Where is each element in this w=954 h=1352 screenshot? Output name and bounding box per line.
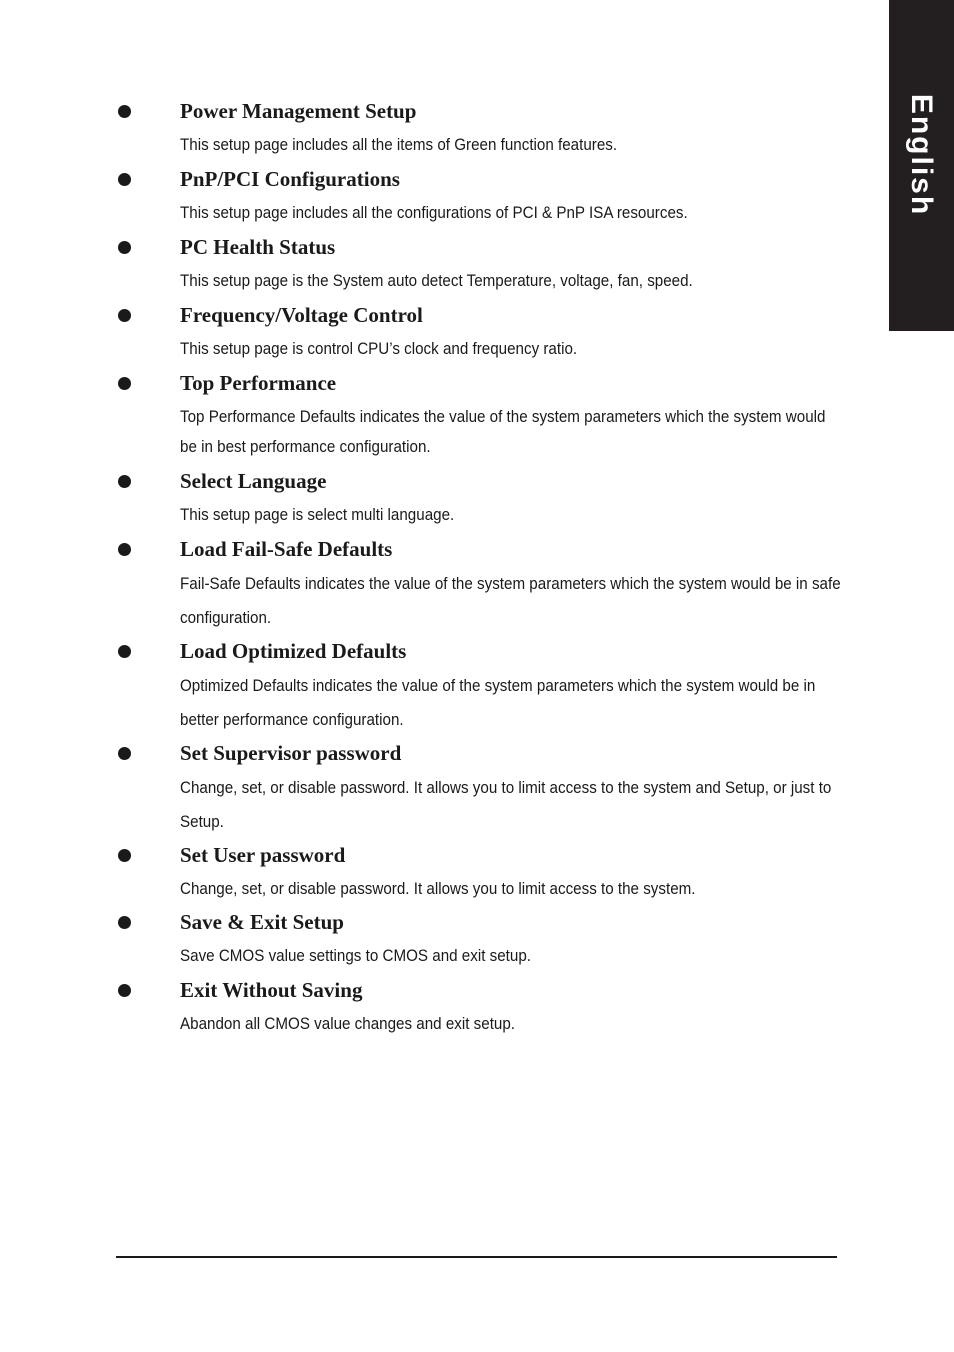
bullet-icon bbox=[118, 645, 131, 658]
bullet-icon bbox=[118, 984, 131, 997]
bullet-icon bbox=[118, 543, 131, 556]
item-description: This setup page is select multi language. bbox=[180, 506, 455, 524]
bullet-icon bbox=[118, 377, 131, 390]
item-description: Change, set, or disable password. It allows you to limit access to the system and Setup, or just to Setup. bbox=[180, 779, 832, 831]
item-description: Fail-Safe Defaults indicates the value of the system parameters which the system would be in safe configuration. bbox=[180, 575, 841, 627]
bullet-icon bbox=[118, 105, 131, 118]
item-title: PnP/PCI Configurations bbox=[180, 167, 400, 191]
language-tab-label: English bbox=[905, 93, 938, 217]
item-title: Top Performance bbox=[180, 371, 337, 395]
bullet-icon bbox=[118, 241, 131, 254]
footer-divider bbox=[116, 1256, 837, 1258]
item-title: Load Fail-Safe Defaults bbox=[180, 537, 393, 561]
item-description: Abandon all CMOS value changes and exit setup. bbox=[180, 1015, 516, 1033]
item-description: Change, set, or disable password. It allows you to limit access to the system. bbox=[180, 880, 696, 898]
item-title: Power Management Setup bbox=[180, 99, 417, 123]
item-description: Top Performance Defaults indicates the value of the system parameters which the system would be in best performance configuration. bbox=[180, 408, 826, 456]
item-description: This setup page includes all the configurations of PCI & PnP ISA resources. bbox=[180, 204, 688, 222]
language-tab bbox=[889, 0, 954, 331]
bullet-icon bbox=[118, 747, 131, 760]
item-title: Save & Exit Setup bbox=[180, 910, 344, 934]
item-title: PC Health Status bbox=[180, 235, 336, 259]
bullet-icon bbox=[118, 475, 131, 488]
item-title: Set Supervisor password bbox=[180, 741, 402, 765]
item-title: Exit Without Saving bbox=[180, 978, 363, 1002]
bullet-icon bbox=[118, 849, 131, 862]
item-description: This setup page includes all the items of Green function features. bbox=[180, 136, 618, 154]
item-title: Select Language bbox=[180, 469, 327, 493]
item-title: Frequency/Voltage Control bbox=[180, 303, 423, 327]
bullet-icon bbox=[118, 309, 131, 322]
item-description: Save CMOS value settings to CMOS and exit setup. bbox=[180, 947, 531, 965]
item-title: Set User password bbox=[180, 843, 346, 867]
item-title: Load Optimized Defaults bbox=[180, 639, 407, 663]
item-description: This setup page is the System auto detect Temperature, voltage, fan, speed. bbox=[180, 272, 693, 290]
bullet-icon bbox=[118, 916, 131, 929]
item-description: Optimized Defaults indicates the value of the system parameters which the system would be in better performance configuration. bbox=[180, 677, 816, 729]
bullet-icon bbox=[118, 173, 131, 186]
item-description: This setup page is control CPU’s clock and frequency ratio. bbox=[180, 340, 578, 358]
